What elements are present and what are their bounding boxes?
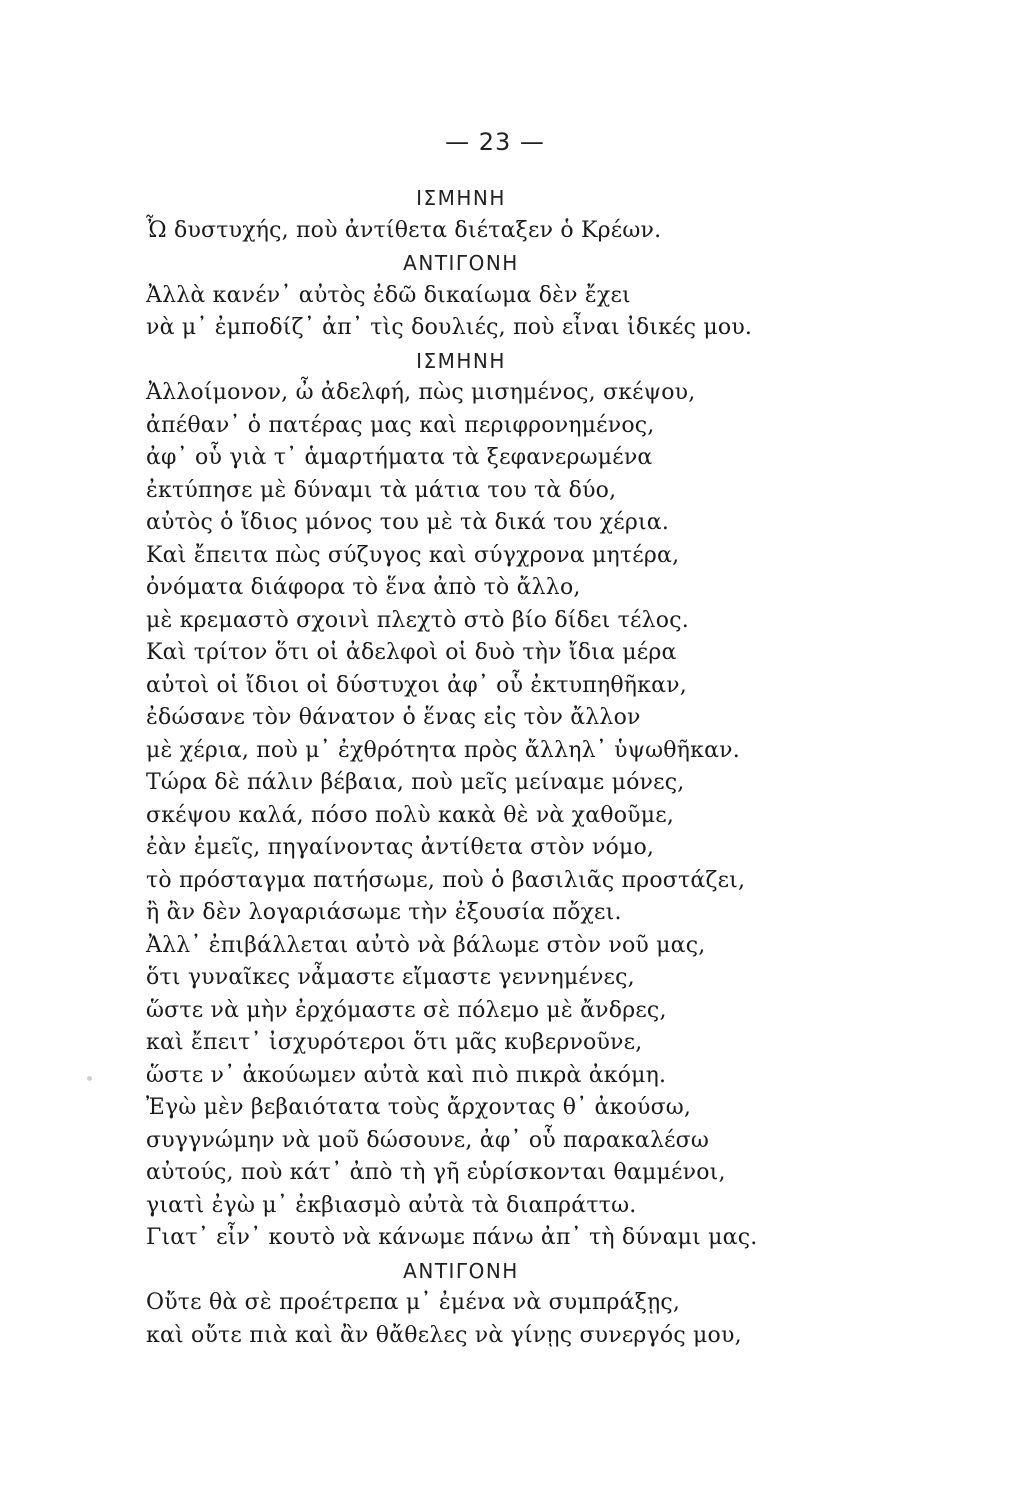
verse-line: Καὶ τρίτον ὅτι οἱ ἀδελφοὶ οἱ δυὸ τὴν ἴδια μέρα (146, 640, 677, 665)
speaker-name: ΙΣΜΗΝΗ (416, 186, 506, 210)
verse-line: μὲ κρεμαστὸ σχοινὶ πλεχτὸ στὸ βίο δίδει τέλος. (146, 607, 689, 633)
verse-line: ἐὰν ἐμεῖς, πηγαίνοντας ἀντίθετα στὸν νόμο, (146, 835, 655, 860)
verse-line: ἐδώσανε τὸν θάνατον ὁ ἕνας εἰς τὸν ἄλλον (146, 705, 641, 730)
verse-line: σκέψου καλά, πόσο πολὺ κακὰ θὲ νὰ χαθοῦμε, (146, 802, 675, 828)
verse-line: τὸ πρόσταγμα πατήσωμε, ποὺ ὁ βασιλιᾶς προστάζει, (146, 867, 746, 893)
verse-line: νὰ μ᾿ ἐμποδίζ᾿ ἀπ᾿ τὶς δουλιές, ποὺ εἶναι ἰδικές μου. (146, 315, 753, 340)
play-text (146, 182, 766, 1352)
verse-line: ἢ ἂν δὲν λογαριάσωμε τὴν ἐξουσία πὄχει. (146, 900, 622, 925)
speaker-name: ΑΝΤΙΓΟΝΗ (403, 1258, 519, 1283)
verse-line: Ἀλλὰ κανέν᾿ αὐτὸς ἐδῶ δικαίωμα δὲν ἔχει (146, 282, 631, 308)
speaker-name: ΑΝΤΙΓΟΝΗ (403, 251, 519, 275)
verse-line: αὐτὸς ὁ ἴδιος μόνος του μὲ τὰ δικά του χέρια. (146, 510, 670, 535)
verse-line: ὅτι γυναῖκες νἆμαστε εἴμαστε γεννημένες, (146, 965, 635, 990)
page-number: — 23 — (445, 128, 545, 156)
verse-line: γιατὶ ἐγὼ μ᾿ ἐκβιασμὸ αὐτὰ τὰ διαπράττω. (146, 1192, 637, 1218)
verse-line: αὐτοὶ οἱ ἴδιοι οἱ δύστυχοι ἀφ᾿ οὗ ἐκτυπηθῆκαν, (146, 672, 687, 698)
verse-line: Ἀλλοίμονον, ὦ ἀδελφή, πὼς μισημένος, σκέψου, (146, 380, 696, 405)
verse-line: καὶ ἔπειτ᾿ ἰσχυρότεροι ὅτι μᾶς κυβερνοῦνε, (146, 1030, 643, 1055)
verse-line: συγγνώμην νὰ μοῦ δώσουνε, ἀφ᾿ οὗ παρακαλέσω (146, 1127, 710, 1153)
verse-line: ἐκτύπησε μὲ δύναμι τὰ μάτια του τὰ δύο, (146, 477, 617, 503)
verse-line: ὀνόματα διάφορα τὸ ἕνα ἀπὸ τὸ ἄλλο, (146, 575, 581, 600)
verse-line: Τώρα δὲ πάλιν βέβαια, ποὺ μεῖς μείναμε μόνες, (146, 770, 685, 795)
speaker-name: ΙΣΜΗΝΗ (416, 348, 506, 373)
verse-line: μὲ χέρια, ποὺ μ᾿ ἐχθρότητα πρὸς ἄλληλ᾿ ὑψωθῆκαν. (146, 737, 740, 763)
verse-line: ἀφ᾿ οὗ γιὰ τ᾿ ἁμαρτήματα τὰ ξεφανερωμένα (146, 445, 653, 470)
verse-line: ὥστε νὰ μὴν ἐρχόμαστε σὲ πόλεμο μὲ ἄνδρες, (146, 997, 667, 1023)
verse-line: Ἐγὼ μὲν βεβαιότατα τοὺς ἄρχοντας θ᾿ ἀκούσω, (146, 1095, 692, 1120)
verse-line: Ἀλλ᾿ ἐπιβάλλεται αὐτὸ νὰ βάλωμε στὸν νοῦ μας, (146, 932, 706, 958)
paper-speck (87, 1076, 92, 1081)
verse-line: Οὔτε θὰ σὲ προέτρεπα μ᾿ ἐμένα νὰ συμπράξῃς, (146, 1290, 681, 1315)
verse-line: αὐτούς, ποὺ κάτ᾿ ἀπὸ τὴ γῆ εὑρίσκονται θαμμένοι, (146, 1160, 726, 1185)
verse-line: καὶ οὔτε πιὰ καὶ ἂν θἄθελες νὰ γίνῃς συνεργός μου, (146, 1322, 742, 1348)
verse-line: Γιατ᾿ εἶν᾿ κουτὸ νὰ κάνωμε πάνω ἀπ᾿ τὴ δύναμι μας. (146, 1225, 758, 1250)
verse-line: ὥστε ν᾿ ἀκούωμεν αὐτὰ καὶ πιὸ πικρὰ ἀκόμη. (146, 1062, 667, 1088)
verse-line: Ὦ δυστυχής, ποὺ ἀντίθετα διέταξεν ὁ Κρέων. (146, 217, 662, 243)
verse-line: ἀπέθαν᾿ ὁ πατέρας μας καὶ περιφρονημένος, (146, 412, 655, 438)
verse-line: Καὶ ἔπειτα πὼς σύζυγος καὶ σύγχρονα μητέρα, (146, 542, 680, 568)
